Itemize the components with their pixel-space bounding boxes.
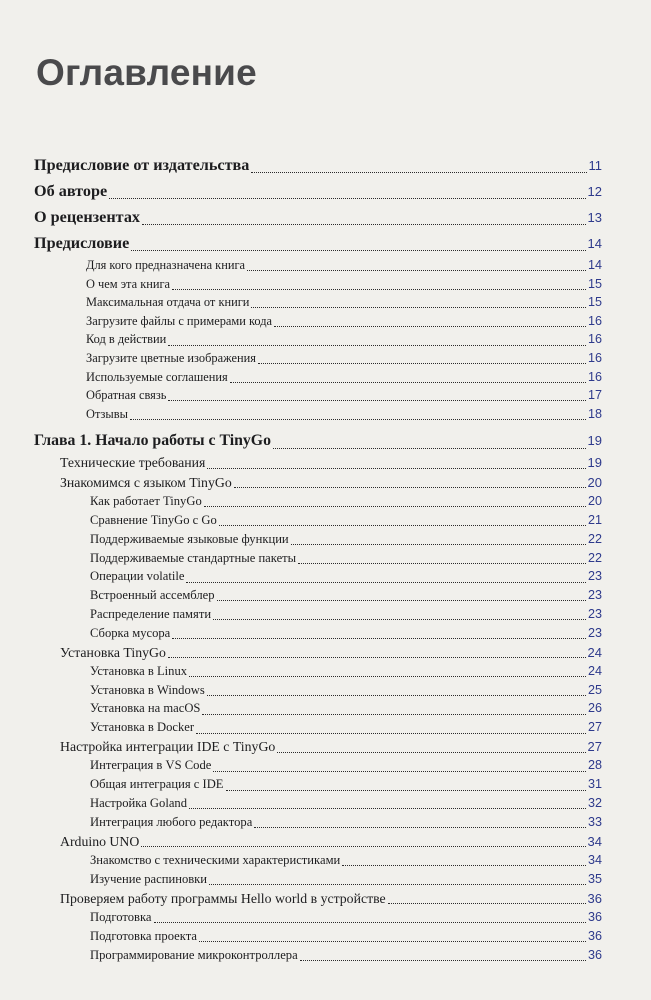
toc-entry	[90, 605, 602, 624]
toc-entry-title: О чем эта книга	[86, 276, 171, 291]
toc-entry-page: 15	[587, 295, 602, 310]
dot-leader	[154, 913, 586, 923]
toc-entry	[60, 889, 602, 908]
toc-entry-page: 13	[587, 210, 602, 225]
toc-entry-page: 28	[587, 758, 602, 773]
toc-entry-title: Обратная связь	[86, 388, 167, 403]
toc-entry	[90, 927, 602, 946]
toc-entry-title: О рецензентах	[34, 208, 141, 226]
toc-entry-page: 35	[587, 871, 602, 886]
dot-leader	[254, 818, 586, 828]
toc-entry-page: 14	[587, 258, 602, 272]
toc-entry	[90, 870, 602, 889]
toc-entry-title: Подготовка проекта	[90, 928, 197, 943]
toc-entry-page: 23	[587, 606, 602, 621]
toc-entry-title: Как работает TinyGo	[90, 494, 202, 509]
dot-leader	[273, 437, 586, 449]
toc-entry-page: 23	[587, 625, 602, 640]
toc-entry-page: 27	[587, 739, 602, 755]
dot-leader	[142, 213, 586, 226]
toc-entry	[34, 178, 602, 204]
toc-entry-title: Распределение памяти	[90, 606, 212, 621]
toc-entry-page: 36	[587, 890, 602, 906]
dot-leader	[186, 573, 586, 583]
dot-leader	[141, 836, 585, 847]
toc-entry-page: 26	[587, 701, 602, 716]
dot-leader	[131, 239, 585, 252]
toc-entry-page: 25	[587, 682, 602, 697]
toc-entry-title: Изучение распиновки	[90, 871, 208, 886]
toc-entry	[90, 549, 602, 568]
dot-leader	[234, 477, 586, 488]
toc-entry-page: 23	[587, 588, 602, 603]
toc-entry	[86, 330, 602, 349]
toc-entry-page: 23	[587, 569, 602, 584]
toc-entry	[90, 624, 602, 643]
toc-entry-page: 16	[587, 369, 602, 384]
toc-entry-page: 36	[587, 910, 602, 925]
toc-entry-title: Поддерживаемые языковые функции	[90, 531, 289, 546]
toc-entry-title: Для кого предназначена книга	[86, 258, 246, 272]
dot-leader	[172, 629, 586, 639]
toc-entry	[90, 511, 602, 530]
toc-entry-page: 14	[587, 236, 602, 251]
dot-leader	[247, 261, 586, 271]
dot-leader	[277, 742, 585, 753]
toc-entry-title: Максимальная отдача от книги	[86, 295, 250, 310]
toc-entry	[60, 643, 602, 662]
dot-leader	[217, 591, 586, 601]
toc-entry-page: 36	[587, 928, 602, 943]
toc-entry-page: 34	[587, 853, 602, 868]
toc-entry	[60, 832, 602, 851]
toc-entry-title: Глава 1. Начало работы с TinyGo	[34, 432, 271, 450]
dot-leader	[172, 280, 586, 290]
toc-entry-title: Установка в Docker	[90, 720, 195, 735]
toc-entry-title: Установка TinyGo	[60, 644, 166, 660]
dot-leader	[291, 535, 586, 545]
dot-leader	[202, 705, 586, 715]
toc-entry-title: Установка на macOS	[90, 701, 201, 716]
toc-entry	[90, 756, 602, 775]
toc-entry	[90, 567, 602, 586]
toc-entry	[90, 681, 602, 700]
toc-entry	[90, 946, 602, 965]
toc-entry-page: 22	[587, 531, 602, 546]
toc-entry-title: Установка в Windows	[90, 682, 205, 697]
toc-entry-title: Технические требования	[60, 455, 206, 471]
toc-entry	[90, 586, 602, 605]
toc-entry-page: 19	[587, 433, 602, 449]
toc-entry-title: Используемые соглашения	[86, 369, 228, 384]
toc-entry	[86, 275, 602, 294]
toc-entry-page: 22	[587, 550, 602, 565]
dot-leader	[168, 391, 586, 401]
dot-leader	[189, 799, 586, 809]
toc-entry	[86, 349, 602, 368]
toc-entry-page: 18	[587, 406, 602, 421]
toc-entry	[60, 473, 602, 492]
toc-entry-title: Проверяем работу программы Hello world в устройстве	[60, 890, 386, 906]
dot-leader	[258, 354, 586, 364]
toc-entry	[86, 405, 602, 424]
toc-entry-title: Сравнение TinyGo с Go	[90, 512, 217, 527]
toc-entry	[34, 204, 602, 230]
toc-entry	[34, 429, 602, 453]
toc-entry-title: Настройка Goland	[90, 796, 188, 811]
dot-leader	[189, 667, 586, 677]
toc-entry-page: 16	[587, 350, 602, 365]
toc-entry-page: 33	[587, 814, 602, 829]
toc-entry	[90, 851, 602, 870]
dot-leader	[213, 762, 586, 772]
toc-entry	[34, 152, 602, 178]
toc-entry	[60, 453, 602, 472]
toc-entry-title: Встроенный ассемблер	[90, 588, 215, 603]
dot-leader	[300, 951, 586, 961]
page-title: Оглавление	[36, 52, 257, 93]
toc-entry	[90, 775, 602, 794]
toc-entry-title: Общая интеграция с IDE	[90, 777, 224, 792]
dot-leader	[168, 336, 586, 346]
dot-leader	[298, 554, 586, 564]
toc-entry-title: Поддерживаемые стандартные пакеты	[90, 550, 297, 565]
toc-entry-title: Интеграция любого редактора	[90, 814, 253, 829]
toc-entry-page: 36	[587, 947, 602, 962]
toc-entry	[90, 718, 602, 737]
toc-entry-title: Загрузите файлы с примерами кода	[86, 313, 273, 328]
toc-entry-page: 27	[587, 720, 602, 735]
dot-leader	[209, 875, 586, 885]
toc-entry-page: 21	[587, 512, 602, 527]
toc-entry-page: 16	[587, 313, 602, 328]
toc-entry-page: 17	[587, 388, 602, 403]
dot-leader	[109, 187, 585, 200]
toc-entry-title: Знакомимся с языком TinyGo	[60, 474, 232, 490]
dot-leader	[199, 932, 586, 942]
dot-leader	[251, 161, 586, 174]
toc-entry-title: Операции volatile	[90, 569, 185, 584]
dot-leader	[388, 893, 586, 904]
toc-entry-title: Предисловие от издательства	[34, 156, 250, 174]
toc-entry-title: Знакомство с техническими характеристиками	[90, 853, 341, 868]
dot-leader	[168, 647, 586, 658]
toc-entry-title: Об авторе	[34, 182, 108, 200]
toc-entry	[86, 256, 602, 275]
toc-entry-page: 15	[587, 276, 602, 291]
dot-leader	[274, 317, 586, 327]
toc-entry-title: Установка в Linux	[90, 663, 188, 678]
table-of-contents	[0, 152, 651, 964]
toc-entry	[90, 530, 602, 549]
toc-entry	[90, 699, 602, 718]
toc-entry	[60, 737, 602, 756]
dot-leader	[251, 298, 586, 308]
toc-entry-title: Загрузите цветные изображения	[86, 350, 256, 365]
dot-leader	[204, 497, 586, 507]
dot-leader	[207, 686, 586, 696]
toc-entry-page: 20	[587, 494, 602, 509]
toc-entry-title: Настройка интеграции IDE с TinyGo	[60, 739, 276, 755]
toc-entry-page: 20	[587, 474, 602, 490]
dot-leader	[226, 780, 586, 790]
toc-entry-page: 19	[587, 455, 602, 471]
toc-entry	[34, 230, 602, 256]
toc-entry-title: Интеграция в VS Code	[90, 758, 212, 773]
toc-entry-page: 24	[587, 644, 602, 660]
toc-entry	[86, 312, 602, 331]
toc-entry-page: 11	[588, 158, 602, 173]
toc-entry-page: 32	[587, 796, 602, 811]
toc-entry-page: 12	[587, 184, 602, 199]
dot-leader	[196, 724, 586, 734]
toc-entry	[90, 794, 602, 813]
toc-entry-title: Код в действии	[86, 332, 167, 347]
toc-entry	[90, 908, 602, 927]
toc-entry	[86, 293, 602, 312]
toc-entry-page: 24	[587, 663, 602, 678]
dot-leader	[230, 373, 586, 383]
toc-entry	[90, 662, 602, 681]
toc-entry	[90, 813, 602, 832]
toc-entry	[86, 368, 602, 387]
toc-entry-title: Предисловие	[34, 234, 130, 252]
dot-leader	[219, 516, 586, 526]
toc-entry-page: 16	[587, 332, 602, 347]
dot-leader	[130, 410, 586, 420]
toc-entry-title: Подготовка	[90, 910, 152, 925]
toc-entry-title: Arduino UNO	[60, 833, 140, 849]
toc-entry-title: Отзывы	[86, 406, 128, 421]
toc-entry-page: 31	[587, 777, 602, 792]
dot-leader	[342, 856, 586, 866]
dot-leader	[213, 610, 586, 620]
dot-leader	[207, 458, 585, 469]
toc-entry-page: 34	[587, 833, 602, 849]
toc-entry	[86, 386, 602, 405]
toc-entry-title: Программирование микроконтроллера	[90, 947, 298, 962]
toc-entry-title: Сборка мусора	[90, 625, 171, 640]
toc-entry	[90, 492, 602, 511]
